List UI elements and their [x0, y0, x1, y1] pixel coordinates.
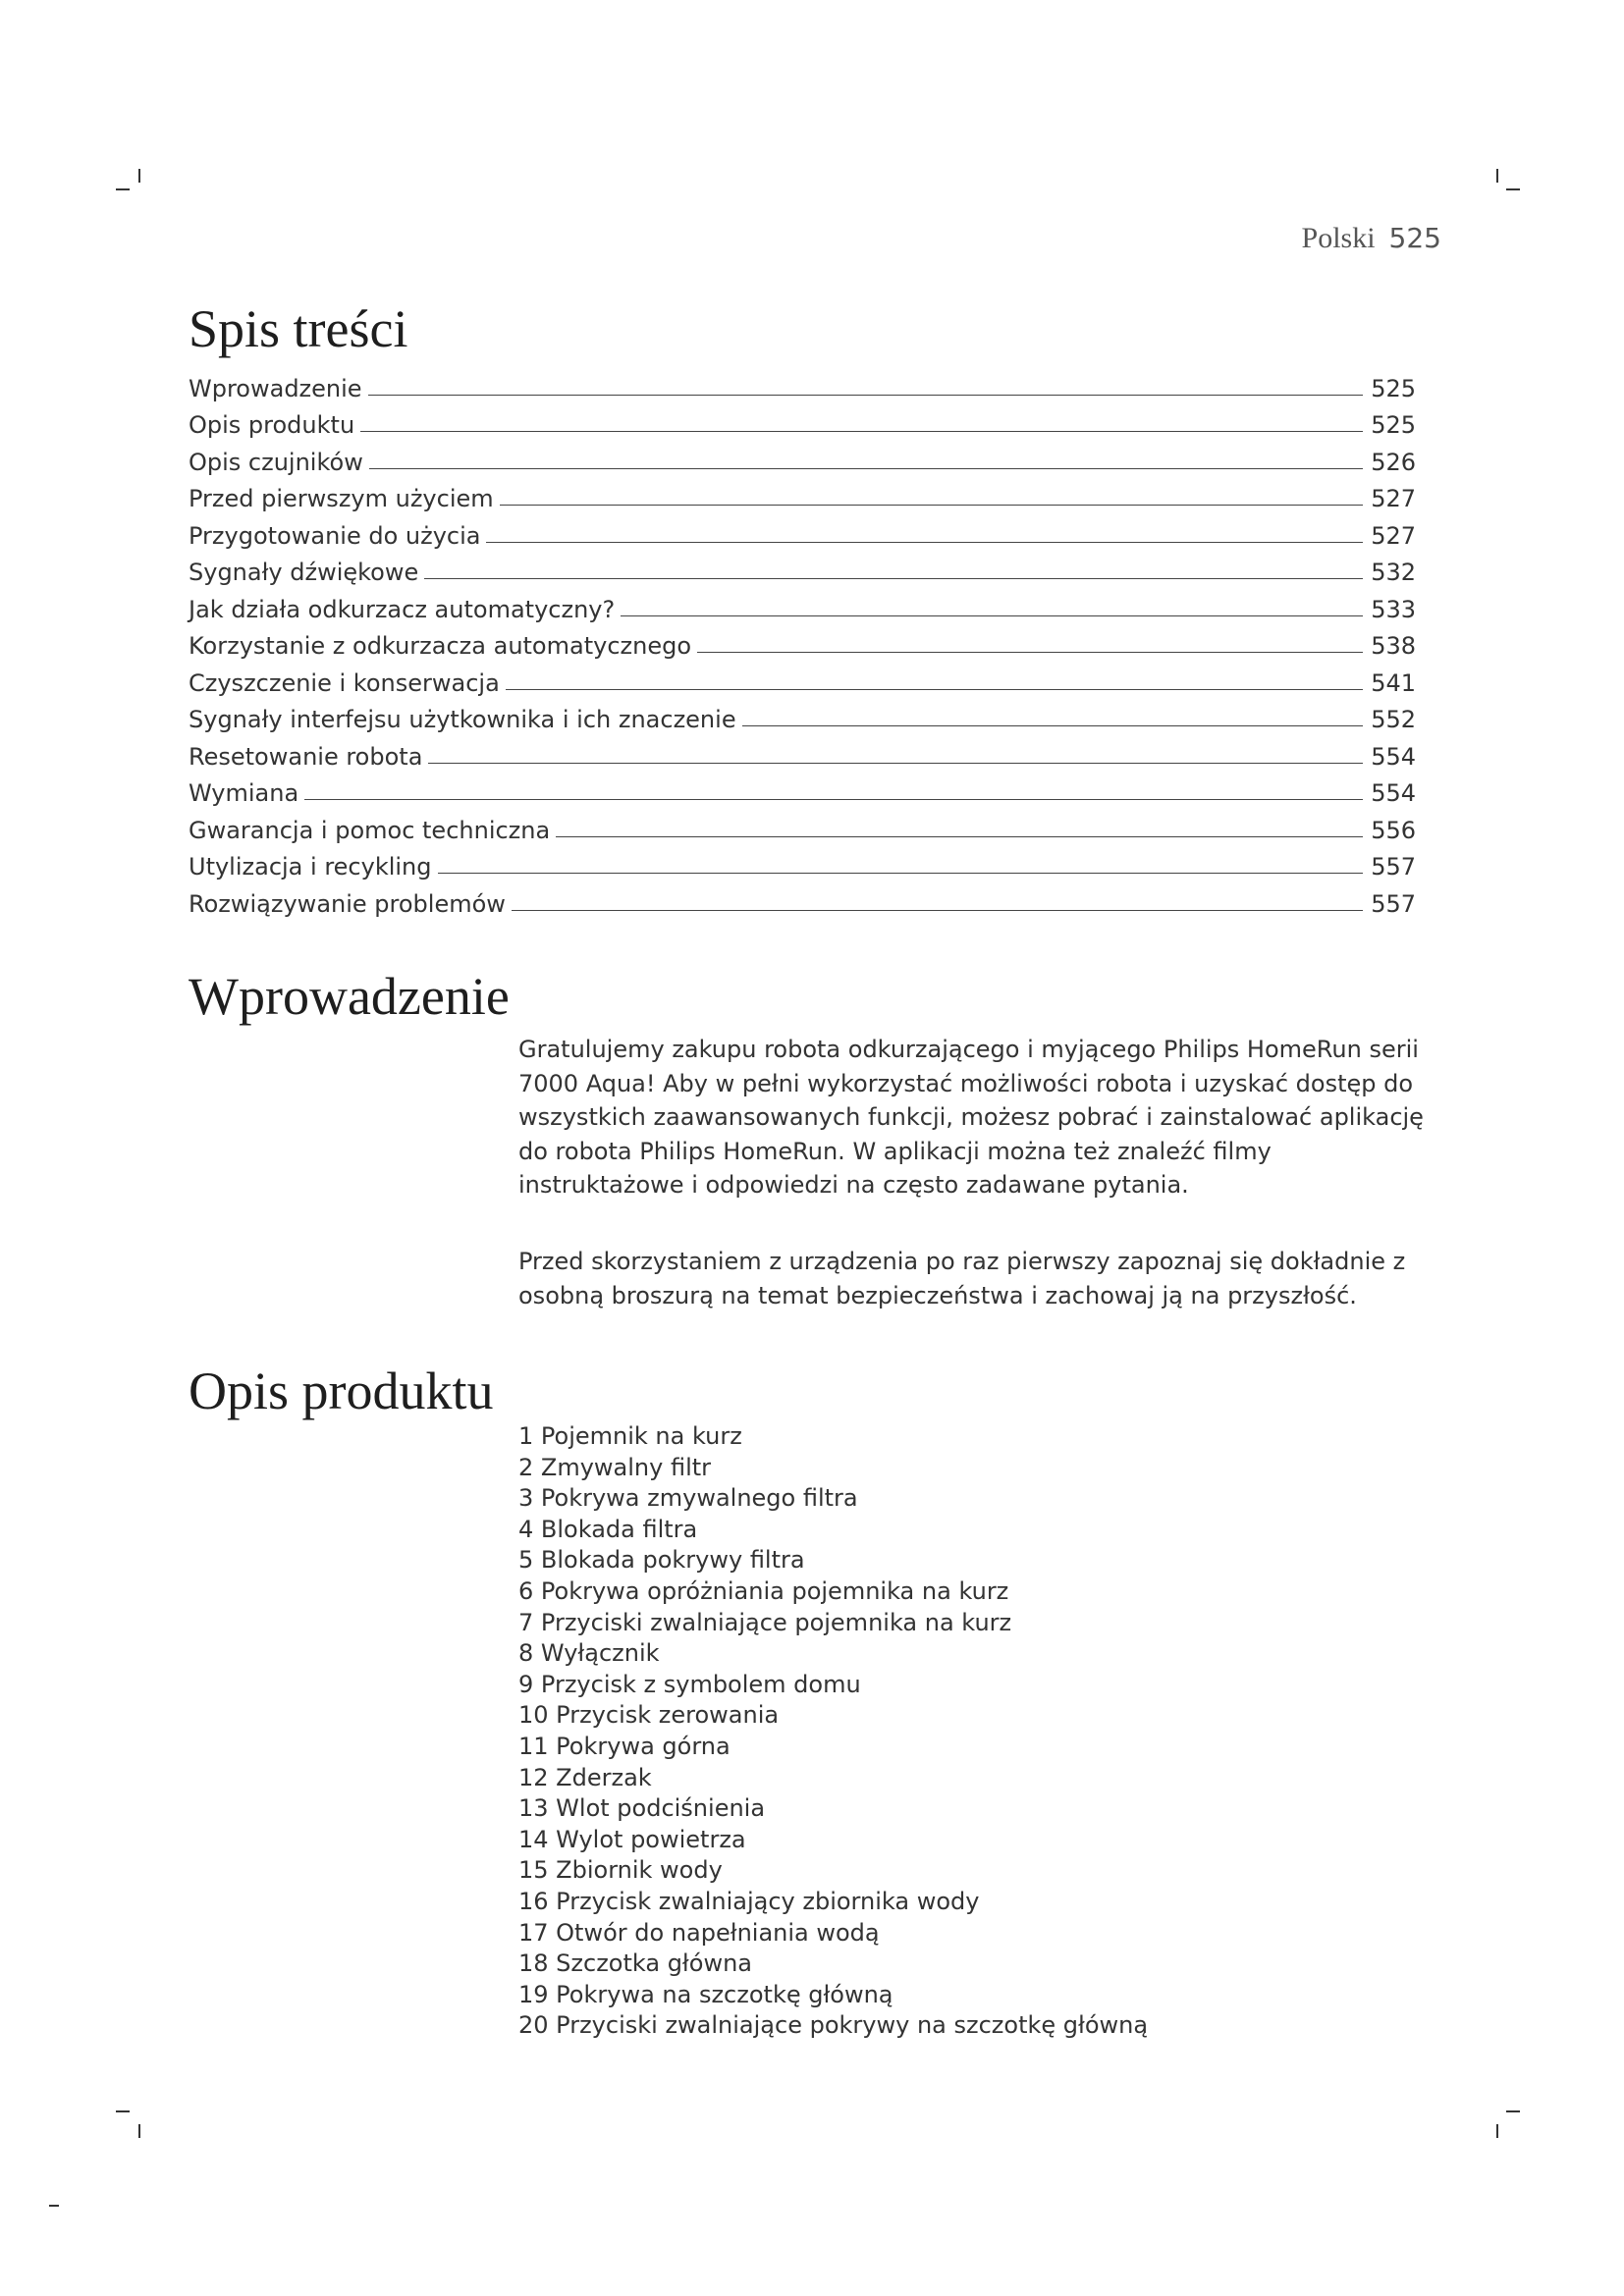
crop-mark-bottom-left-h [116, 2110, 130, 2112]
toc-entry-title: Rozwiązywanie problemów [189, 889, 506, 918]
toc-entry-title: Opis produktu [189, 411, 355, 439]
part-list-item: 10 Przycisk zerowania [518, 1701, 780, 1730]
toc-leader-line [742, 725, 1363, 726]
header-language: Polski [1301, 222, 1376, 254]
part-list-item: 17 Otwór do napełniania wodą [518, 1918, 880, 1947]
part-list-item: 15 Zbiornik wody [518, 1856, 723, 1885]
toc-entry-page: 552 [1371, 706, 1416, 733]
toc-entry[interactable] [189, 660, 1416, 697]
crop-mark-top-left-h [116, 188, 130, 190]
toc-leader-line [556, 836, 1363, 837]
toc-leader-line [304, 799, 1363, 800]
toc-entry-title: Wprowadzenie [189, 374, 362, 402]
toc-entry-title: Przygotowanie do użycia [189, 521, 481, 550]
toc-entry-page: 525 [1371, 374, 1416, 402]
toc-entry-title: Gwarancja i pomoc techniczna [189, 816, 551, 844]
part-list-item: 13 Wlot podciśnienia [518, 1794, 766, 1823]
toc-leader-line [360, 431, 1363, 432]
toc-entry[interactable] [189, 512, 1416, 550]
crop-mark-top-right-h [1506, 188, 1520, 190]
part-list-item: 6 Pokrywa opróżniania pojemnika na kurz [518, 1576, 1009, 1605]
crop-mark-bottom-left-v [138, 2124, 140, 2138]
part-list-item: 16 Przycisk zwalniający zbiornika wody [518, 1887, 980, 1915]
toc-entry-page: 526 [1371, 448, 1416, 476]
toc-leader-line [500, 505, 1363, 506]
toc-entry-page: 532 [1371, 559, 1416, 586]
header-page-number: 525 [1388, 222, 1441, 254]
toc-leader-line [512, 910, 1363, 911]
toc-entry-title: Utylizacja i recykling [189, 853, 432, 881]
toc-leader-line [424, 578, 1363, 579]
toc-leader-line [697, 652, 1363, 653]
toc-entry[interactable] [189, 807, 1416, 844]
crop-mark-bottom-right-h [1506, 2110, 1520, 2112]
part-list-item: 1 Pojemnik na kurz [518, 1422, 742, 1450]
part-list-item: 5 Blokada pokrywy filtra [518, 1546, 805, 1575]
toc-entry-page: 556 [1371, 816, 1416, 844]
toc-leader-line [438, 873, 1364, 874]
part-list-item: 4 Blokada filtra [518, 1515, 698, 1543]
toc-entry[interactable] [189, 550, 1416, 587]
toc-entry-title: Czyszczenie i konserwacja [189, 668, 500, 697]
toc-entry-title: Korzystanie z odkurzacza automatycznego [189, 632, 692, 660]
toc-heading: Spis treści [189, 299, 408, 358]
toc-entry-page: 557 [1371, 853, 1416, 881]
parts-list [518, 1421, 1148, 2042]
part-list-item: 18 Szczotka główna [518, 1949, 752, 1978]
running-header [1302, 222, 1441, 255]
part-list-item: 12 Zderzak [518, 1763, 652, 1791]
toc-entry[interactable] [189, 586, 1416, 623]
toc-entry[interactable] [189, 476, 1416, 513]
toc-entry-title: Przed pierwszym użyciem [189, 485, 494, 512]
toc-entry-title: Resetowanie robota [189, 742, 423, 771]
toc-entry[interactable] [189, 844, 1416, 881]
toc-entry-page: 527 [1371, 521, 1416, 550]
part-list-item: 9 Przycisk z symbolem domu [518, 1670, 861, 1698]
part-list-item: 20 Przyciski zwalniające pokrywy na szczotkę główną [518, 2011, 1149, 2040]
intro-paragraph-1: Gratulujemy zakupu robota odkurzającego i myjącego Philips HomeRun serii 7000 Aqua! Aby w pełni wykorzystać możliwości robota i uzyskać dostęp do wszystkich zaawansowanych funkcji, możesz pobrać i zainstalować aplikację do robota Philips HomeRun. W aplikacji można też znaleźć filmy instruktażowe i odpowiedzi na często zadawane pytania. [518, 1036, 1424, 1199]
product-heading: Opis produktu [189, 1362, 494, 1420]
toc-entry[interactable] [189, 733, 1416, 771]
toc-entry[interactable] [189, 439, 1416, 476]
part-list-item: 7 Przyciski zwalniające pojemnika na kurz [518, 1608, 1012, 1636]
toc-entry[interactable] [189, 697, 1416, 734]
table-of-contents [189, 365, 1416, 918]
part-list-item: 3 Pokrywa zmywalnego filtra [518, 1484, 858, 1513]
toc-entry-page: 525 [1371, 411, 1416, 439]
toc-entry-page: 527 [1371, 485, 1416, 512]
intro-heading: Wprowadzenie [189, 967, 510, 1026]
toc-entry[interactable] [189, 623, 1416, 661]
toc-entry-title: Jak działa odkurzacz automatyczny? [189, 595, 616, 623]
toc-entry[interactable] [189, 402, 1416, 440]
part-list-item: 2 Zmywalny filtr [518, 1453, 712, 1481]
toc-entry-title: Wymiana [189, 779, 299, 807]
toc-entry[interactable] [189, 881, 1416, 918]
toc-leader-line [506, 689, 1363, 690]
part-list-item: 11 Pokrywa górna [518, 1732, 731, 1760]
part-list-item: 19 Pokrywa na szczotkę główną [518, 1980, 893, 2008]
toc-entry-page: 554 [1371, 742, 1416, 771]
toc-entry[interactable] [189, 771, 1416, 808]
toc-entry-title: Sygnały interfejsu użytkownika i ich znaczenie [189, 706, 736, 733]
part-list-item: 14 Wylot powietrza [518, 1825, 746, 1853]
toc-entry-page: 533 [1371, 595, 1416, 623]
toc-entry-page: 538 [1371, 632, 1416, 660]
toc-leader-line [428, 763, 1363, 764]
part-list-item: 8 Wyłącznik [518, 1639, 660, 1668]
toc-entry[interactable] [189, 365, 1416, 402]
toc-entry-title: Sygnały dźwiękowe [189, 559, 419, 586]
toc-entry-page: 554 [1371, 779, 1416, 807]
toc-entry-page: 541 [1371, 668, 1416, 697]
crop-mark-top-right-v [1496, 169, 1498, 183]
toc-leader-line [621, 615, 1363, 616]
toc-leader-line [369, 468, 1363, 469]
toc-leader-line [368, 395, 1363, 396]
intro-paragraph-2: Przed skorzystaniem z urządzenia po raz pierwszy zapoznaj się dokładnie z osobną broszurą na temat bezpieczeństwa i zachowaj ją na przyszłość. [518, 1248, 1406, 1309]
toc-entry-title: Opis czujników [189, 448, 363, 476]
toc-leader-line [486, 542, 1363, 543]
crop-mark-bottom-right-v [1496, 2124, 1498, 2138]
crop-mark-top-left-v [138, 169, 140, 183]
crop-mark-far-bottom-left [49, 2205, 59, 2207]
toc-entry-page: 557 [1371, 889, 1416, 918]
